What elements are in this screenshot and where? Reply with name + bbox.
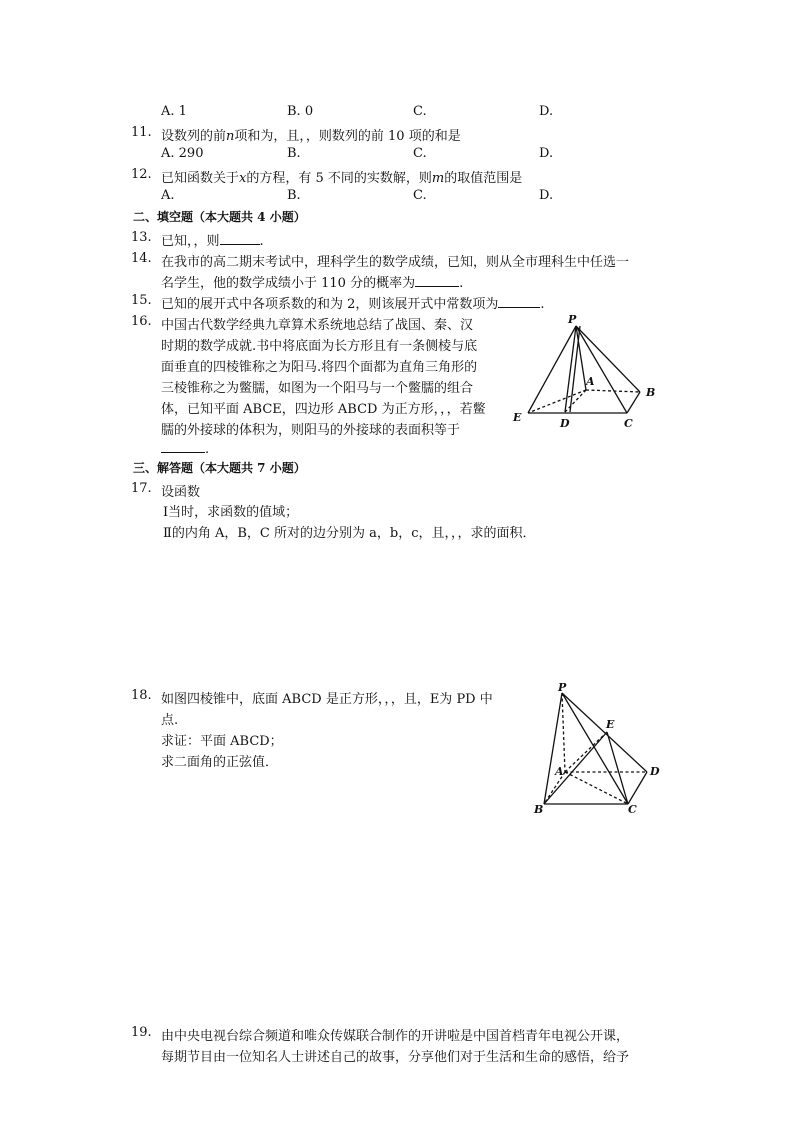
question-text-line: 面垂直的四棱锥称之为阳马.将四个面都为直角三角形的 [161, 360, 478, 375]
question-text-line: 中国古代数学经典九章算术系统地总结了战国、秦、汉 [161, 318, 474, 333]
question-text-line: 时期的数学成就.书中将底面为长方形且有一条侧棱与底 [161, 339, 478, 354]
question-text-part1: Ⅰ当时，求函数的值域； [163, 505, 299, 520]
answer-blank[interactable] [498, 295, 540, 308]
question-text-line: . [161, 440, 209, 457]
question-number: 17. [131, 481, 152, 496]
vertex-label-B: B [646, 386, 656, 399]
question-text-line2: 每期节目由一位知名人士讲述自己的故事，分享他们对于生活和生命的感悟，给予 [161, 1050, 630, 1065]
vertex-label-A: A [555, 765, 564, 778]
q11-option-c: C. [413, 146, 427, 161]
question-text-line2: 点. [161, 713, 179, 728]
q11-option-d: D. [539, 146, 554, 161]
question-number: 15. [131, 293, 152, 308]
question-text-line2: 名学生，他的数学成绩小于 110 分的概率为 . [161, 276, 464, 291]
edge-PA [562, 693, 565, 772]
vertex-label-B: B [534, 803, 544, 816]
vertex-label-D: D [650, 765, 660, 778]
question-number: 18. [131, 688, 152, 703]
q11-option-a: A. 290 [161, 146, 204, 161]
section-heading-answers: 三、解答题（本大题共 7 小题） [133, 461, 306, 475]
answer-blank[interactable] [161, 440, 205, 453]
question-text: 已知的展开式中各项系数的和为 2，则该展开式中常数项为 . [161, 297, 545, 312]
q12-option-a: A. [161, 188, 175, 203]
question-number: 13. [131, 230, 152, 245]
question-text-line: 三棱锥称之为鳖臑，如图为一个阳马与一个鳖臑的组合 [161, 381, 474, 396]
edge-EC [607, 732, 628, 804]
q12-option-d: D. [539, 188, 554, 203]
answer-blank[interactable] [415, 274, 459, 287]
edge-AD [565, 390, 586, 412]
q12-option-b: B. [287, 188, 301, 203]
question-text-line1: 由中央电视台综合频道和唯众传媒联合制作的开讲啦是中国首档青年电视公开课， [161, 1029, 630, 1044]
question-text-line1: 在我市的高二期末考试中，理科学生的数学成绩，已知，则从全市理科生中任选一 [161, 255, 630, 270]
edge-PC [576, 326, 627, 413]
question-number: 14. [131, 251, 152, 266]
question-text-line: 体，已知平面 ABCE，四边形 ABCD 为正方形，，，若鳖 [161, 402, 486, 417]
question-text: 已知，，则 . [161, 234, 264, 249]
question-text-line1: 如图四棱锥中，底面 ABCD 是正方形，，，且，E为 PD 中 [161, 692, 493, 707]
vertex-label-E: E [513, 411, 522, 424]
q12-option-c: C. [413, 188, 427, 203]
q10-option-b: B. 0 [287, 104, 314, 119]
vertex-label-D: D [560, 417, 570, 430]
pyramid-figure-18 [530, 680, 665, 815]
q11-option-b: B. [287, 146, 301, 161]
edge-AE [565, 732, 607, 772]
q10-option-a: A. 1 [161, 104, 187, 119]
question-text-line1: 设函数 [161, 485, 201, 500]
question-text: 已知函数关于x的方程，有 5 不同的实数解，则m的取值范围是 [161, 171, 523, 186]
pyramid-figure-16 [510, 310, 660, 435]
vertex-label-P: P [558, 681, 567, 694]
question-number: 19. [131, 1025, 152, 1040]
question-number: 12. [131, 167, 152, 182]
question-text-part1: 求证：平面 ABCD； [161, 734, 283, 749]
vertex-label-P: P [568, 313, 577, 326]
edge-PE [528, 326, 576, 413]
answer-blank[interactable] [220, 232, 260, 245]
edge-CB [627, 392, 640, 413]
question-text: 设数列的前n项和为，且，，则数列的前 10 项的和是 [161, 129, 461, 144]
vertex-label-C: C [624, 417, 633, 430]
question-text-part2: Ⅱ的内角 A，B，C 所对的边分别为 a，b，c，且，，，求的面积． [163, 526, 536, 541]
vertex-label-E: E [606, 718, 615, 731]
edge-CD [628, 772, 647, 804]
section-heading-fill-in: 二、填空题（本大题共 4 小题） [133, 210, 306, 224]
question-number: 11. [131, 125, 152, 140]
question-text-line: 臑的外接球的体积为，则阳马的外接球的表面积等于 [161, 423, 461, 438]
question-number: 16. [131, 314, 152, 329]
vertex-label-A: A [586, 375, 595, 388]
question-text-part2: 求二面角的正弦值． [161, 755, 279, 770]
q10-option-d: D. [539, 104, 554, 119]
edge-AE [528, 390, 586, 413]
vertex-label-C: C [628, 803, 637, 816]
edge-PD [562, 693, 647, 772]
q10-option-c: C. [413, 104, 427, 119]
